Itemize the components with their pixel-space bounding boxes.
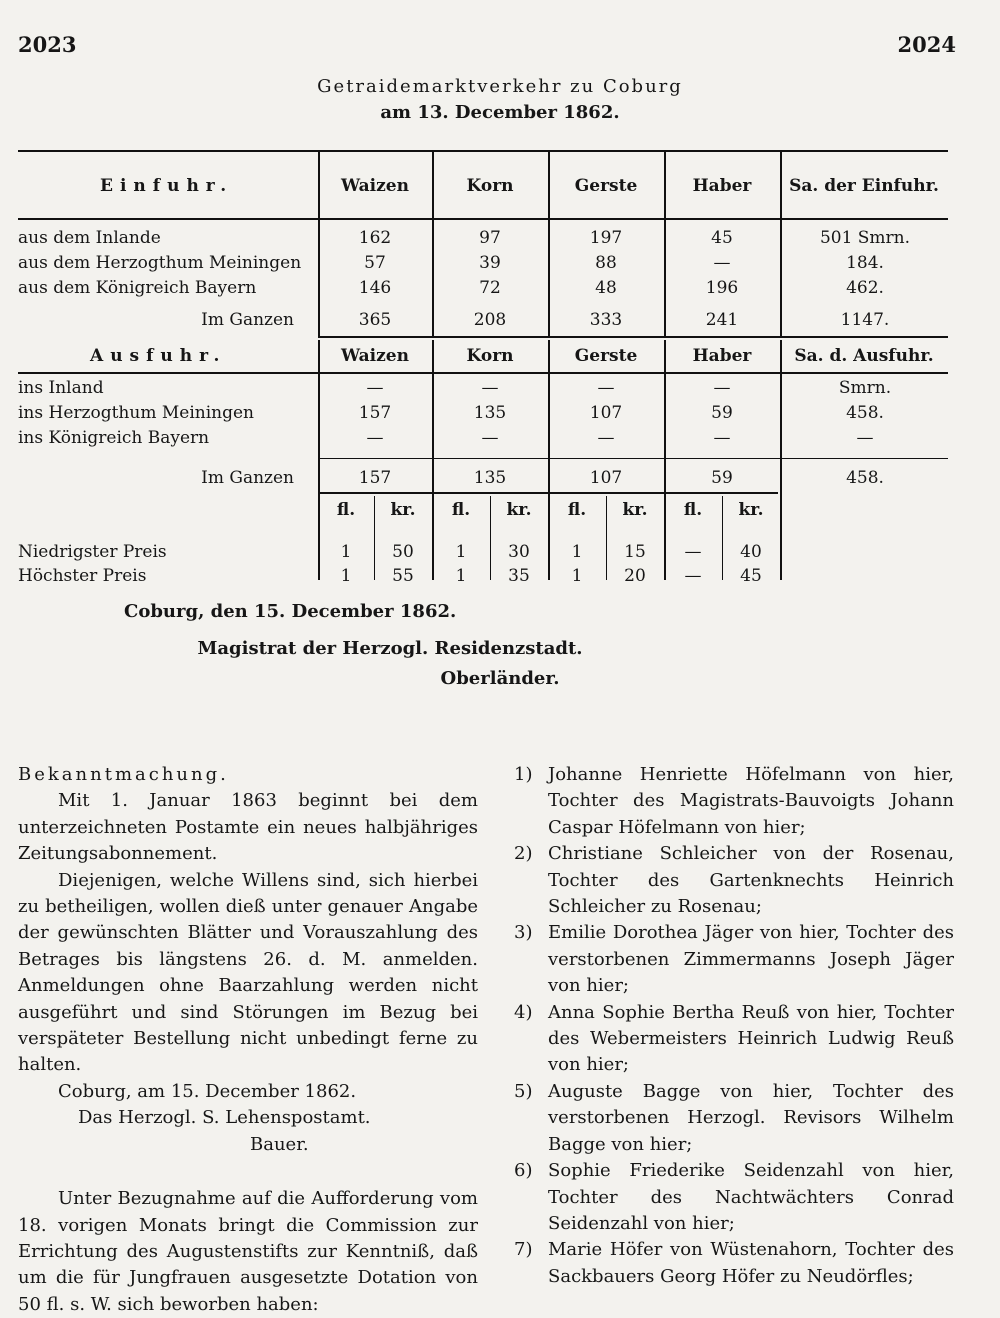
unit-fl: fl. [451, 500, 471, 520]
row-label: aus dem Herzogthum Meiningen [18, 253, 302, 273]
price-cell: 40 [740, 542, 762, 562]
total-label: Im Ganzen [201, 468, 294, 488]
table-signer: Oberländer. [440, 668, 560, 689]
price-label: Höchster Preis [18, 566, 147, 586]
value-cell: 135 [473, 403, 507, 423]
applicant-item [514, 1237, 954, 1290]
price-label: Niedrigster Preis [18, 542, 167, 562]
value-cell: 39 [479, 253, 501, 273]
price-cell: 15 [624, 542, 646, 562]
price-cell: 1 [340, 566, 352, 586]
left-column [18, 762, 478, 1318]
rule [318, 458, 948, 459]
rule [18, 218, 948, 220]
value-cell: — [597, 378, 615, 398]
table-subtitle: am 13. December 1862. [380, 102, 620, 123]
unit-kr: kr. [390, 500, 416, 520]
value-cell: 59 [711, 403, 733, 423]
row-label: ins Königreich Bayern [18, 428, 210, 448]
applicant-number: 3) [514, 922, 533, 944]
value-cell: — [481, 378, 499, 398]
price-cell: 1 [571, 542, 583, 562]
sum-cell: — [856, 428, 874, 448]
col-header-gerste: Gerste [574, 176, 638, 196]
total-cell: 107 [589, 468, 623, 488]
applicant-number: 7) [514, 1239, 533, 1261]
applicant-text: Auguste Bagge von hier, Tochter des verstorbenen Herzogl. Revisors Wilhelm Bagge von hier; [548, 1080, 954, 1155]
value-cell: 45 [711, 228, 733, 248]
value-cell: 162 [358, 228, 392, 248]
total-cell: 59 [711, 468, 733, 488]
applicant-number: 2) [514, 843, 533, 865]
unit-fl: fl. [683, 500, 703, 520]
total-cell: 365 [358, 310, 392, 330]
applicant-item [514, 920, 954, 999]
sum-cell: 501 Smrn. [819, 228, 911, 248]
value-cell: — [713, 253, 731, 273]
total-label: Im Ganzen [201, 310, 294, 330]
value-cell: 97 [479, 228, 501, 248]
value-cell: 157 [358, 403, 392, 423]
total-cell: 333 [589, 310, 623, 330]
value-cell: 196 [705, 278, 739, 298]
sum-cell: 458. [846, 403, 884, 423]
applicant-item [514, 1079, 954, 1158]
value-cell: — [366, 428, 384, 448]
row-label: aus dem Königreich Bayern [18, 278, 257, 298]
rule [318, 336, 948, 338]
notice-signer: Bauer. [250, 1133, 309, 1155]
value-cell: 107 [589, 403, 623, 423]
rule [18, 150, 948, 152]
sum-cell: 184. [846, 253, 884, 273]
value-cell: 48 [595, 278, 617, 298]
value-cell: — [713, 378, 731, 398]
applicant-number: 1) [514, 764, 533, 785]
commission-intro: Unter Bezugnahme auf die Aufforderung vom 18. vorigen Monats bringt die Commission zur Errichtung des Augustenstifts zur Kenntniß, daß um die für Jungfrauen ausgesetzte Dotation von 50 fl. s. W. sich beworben haben: [18, 1188, 478, 1315]
total-sum-cell: 1147. [840, 310, 890, 330]
col-header-waizen: Waizen [341, 346, 409, 366]
value-cell: — [597, 428, 615, 448]
table-place-date: Coburg, den 15. December 1862. [124, 601, 457, 622]
price-cell: — [684, 542, 702, 562]
applicant-item [514, 1158, 954, 1237]
export-heading: Ausfuhr. [90, 346, 227, 366]
value-cell: 146 [358, 278, 392, 298]
row-label: ins Herzogthum Meiningen [18, 403, 254, 423]
price-cell: 35 [508, 566, 530, 586]
unit-kr: kr. [506, 500, 532, 520]
total-sum-cell: 458. [846, 468, 884, 488]
rule [18, 372, 948, 374]
applicant-text: Sophie Friederike Seidenzahl von hier, Tochter des Nachtwächters Conrad Seidenzahl von hier; [548, 1160, 954, 1234]
value-cell: 88 [595, 253, 617, 273]
price-cell: 1 [571, 566, 583, 586]
notice-paragraph-1: Mit 1. Januar 1863 beginnt bei dem unterzeichneten Postamte ein neues halbjähriges Zeitungsabonnement. [18, 790, 478, 865]
price-cell: 55 [392, 566, 414, 586]
row-label: ins Inland [18, 378, 104, 398]
col-header-haber: Haber [692, 346, 752, 366]
notice-heading: Bekanntmachung. [18, 764, 229, 785]
total-cell: 241 [705, 310, 739, 330]
value-cell: — [366, 378, 384, 398]
notice-date: Coburg, am 15. December 1862. [58, 1080, 357, 1102]
unit-kr: kr. [622, 500, 648, 520]
total-cell: 157 [358, 468, 392, 488]
applicant-text: Christiane Schleicher von der Rosenau, Tochter des Gartenknechts Heinrich Schleicher zu Rosenau; [548, 843, 954, 918]
page-number-right: 2024 [897, 32, 956, 57]
unit-fl: fl. [336, 500, 356, 520]
col-header-korn: Korn [466, 346, 514, 366]
col-header-export-sum: Sa. d. Ausfuhr. [794, 346, 934, 366]
applicant-item [514, 841, 954, 920]
total-cell: 208 [473, 310, 507, 330]
price-cell: 20 [624, 566, 646, 586]
col-header-haber: Haber [692, 176, 752, 196]
notice-paragraph-2: Diejenigen, welche Willens sind, sich hierbei zu betheiligen, wollen dieß unter genauer Angabe der gewünschten Blätter und Vorauszahlung des Betrages bis längstens 26. d. M. anmelden. Anmeldungen ohne Baarzahlung werden nicht ausgeführt und sind Störungen im Bezug bei verspäteter Bestellung nicht unbedingt ferne zu halten. [18, 869, 478, 1076]
value-cell: 57 [364, 253, 386, 273]
table-authority: Magistrat der Herzogl. Residenzstadt. [197, 638, 583, 659]
import-heading: Einfuhr. [100, 176, 234, 196]
price-cell: 50 [392, 542, 414, 562]
price-cell: 1 [455, 542, 467, 562]
total-cell: 135 [473, 468, 507, 488]
unit-kr: kr. [738, 500, 764, 520]
value-cell: — [481, 428, 499, 448]
price-cell: — [684, 566, 702, 586]
applicant-list [514, 762, 954, 1290]
sum-cell: Smrn. [838, 378, 892, 398]
applicant-number: 6) [514, 1160, 533, 1182]
price-cell: 1 [455, 566, 467, 586]
applicant-text: Emilie Dorothea Jäger von hier, Tochter des verstorbenen Zimmermanns Joseph Jäger von hier; [548, 922, 954, 997]
applicant-text: Johanne Henriette Höfelmann von hier, Tochter des Magistrats-Bauvoigts Johann Caspar Höfelmann von hier; [548, 764, 954, 838]
col-header-korn: Korn [466, 176, 514, 196]
col-header-gerste: Gerste [574, 346, 638, 366]
col-header-import-sum: Sa. der Einfuhr. [789, 176, 939, 196]
value-cell: 197 [589, 228, 623, 248]
row-label: aus dem Inlande [18, 228, 161, 248]
applicant-text: Anna Sophie Bertha Reuß von hier, Tochter des Webermeisters Heinrich Ludwig Reuß von hier; [548, 1001, 954, 1076]
notice-office: Das Herzogl. S. Lehenspostamt. [78, 1107, 371, 1129]
price-cell: 45 [740, 566, 762, 586]
price-cell: 1 [340, 542, 352, 562]
value-cell: — [713, 428, 731, 448]
price-cell: 30 [508, 542, 530, 562]
col-header-waizen: Waizen [341, 176, 409, 196]
applicant-text: Marie Höfer von Wüstenahorn, Tochter des Sackbauers Georg Höfer zu Neudörfles; [548, 1239, 954, 1287]
applicant-number: 5) [514, 1080, 533, 1102]
value-cell: 72 [479, 278, 501, 298]
applicant-item [514, 762, 954, 841]
page-number-left: 2023 [18, 32, 77, 57]
applicant-number: 4) [514, 1001, 533, 1023]
sum-cell: 462. [846, 278, 884, 298]
col-rule [780, 340, 782, 580]
table-title: Getraidemarktverkehr zu Coburg [317, 76, 683, 97]
applicant-item [514, 1000, 954, 1079]
unit-fl: fl. [567, 500, 587, 520]
